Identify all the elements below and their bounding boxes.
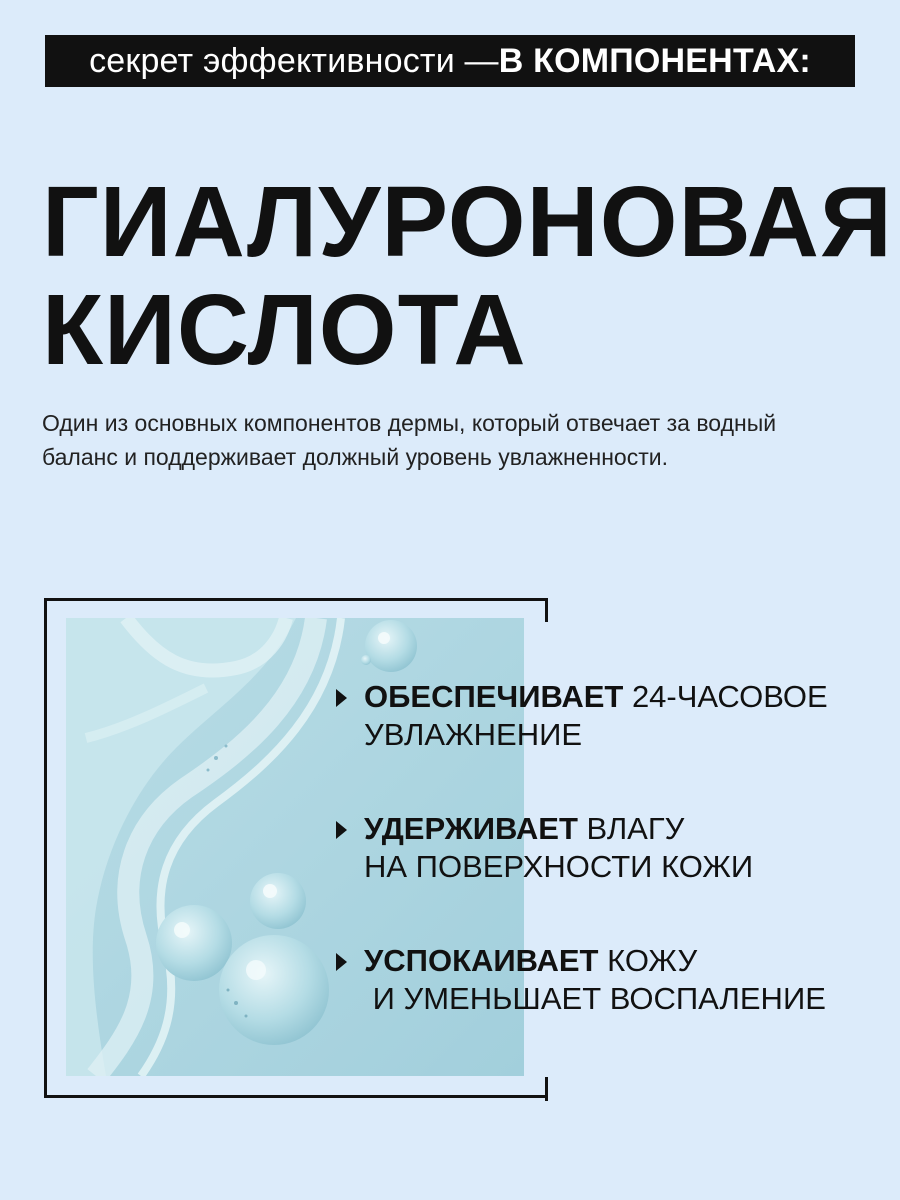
triangle-right-icon <box>336 689 347 707</box>
feature-strong: ОБЕСПЕЧИВАЕТ <box>364 679 624 714</box>
feature-rest: 24-ЧАСОВОЕ <box>623 679 828 714</box>
title-line-2: КИСЛОТА <box>42 274 527 386</box>
frame-tick-top <box>545 598 548 622</box>
feature-rest: ВЛАГУ <box>577 811 685 846</box>
header-bold-text: В КОМПОНЕНТАХ: <box>498 41 811 80</box>
feature-item-soothing <box>334 942 874 1018</box>
feature-line-2: И УМЕНЬШАЕТ ВОСПАЛЕНИЕ <box>364 981 826 1016</box>
title-line-1: ГИАЛУРОНОВАЯ <box>42 166 893 278</box>
frame-tick-bottom <box>545 1077 548 1101</box>
feature-line-2: УВЛАЖНЕНИЕ <box>364 717 583 752</box>
page-title <box>42 168 893 384</box>
triangle-right-icon <box>336 953 347 971</box>
header-light-text: секрет эффективности — <box>89 41 499 80</box>
feature-line-1 <box>364 678 874 716</box>
feature-rest: КОЖУ <box>598 943 698 978</box>
feature-list <box>334 678 874 1074</box>
feature-item-moisture <box>334 810 874 886</box>
intro-paragraph: Один из основных компонентов дермы, который отвечает за водный баланс и поддерживает должный уровень увлажненности. <box>42 410 777 470</box>
feature-line-1 <box>364 810 874 848</box>
feature-item-hydration <box>334 678 874 754</box>
header-banner <box>45 35 855 87</box>
feature-line-2: НА ПОВЕРХНОСТИ КОЖИ <box>364 849 754 884</box>
feature-strong: УСПОКАИВАЕТ <box>364 943 599 978</box>
feature-strong: УДЕРЖИВАЕТ <box>364 811 578 846</box>
triangle-right-icon <box>336 821 347 839</box>
feature-line-1 <box>364 942 874 980</box>
